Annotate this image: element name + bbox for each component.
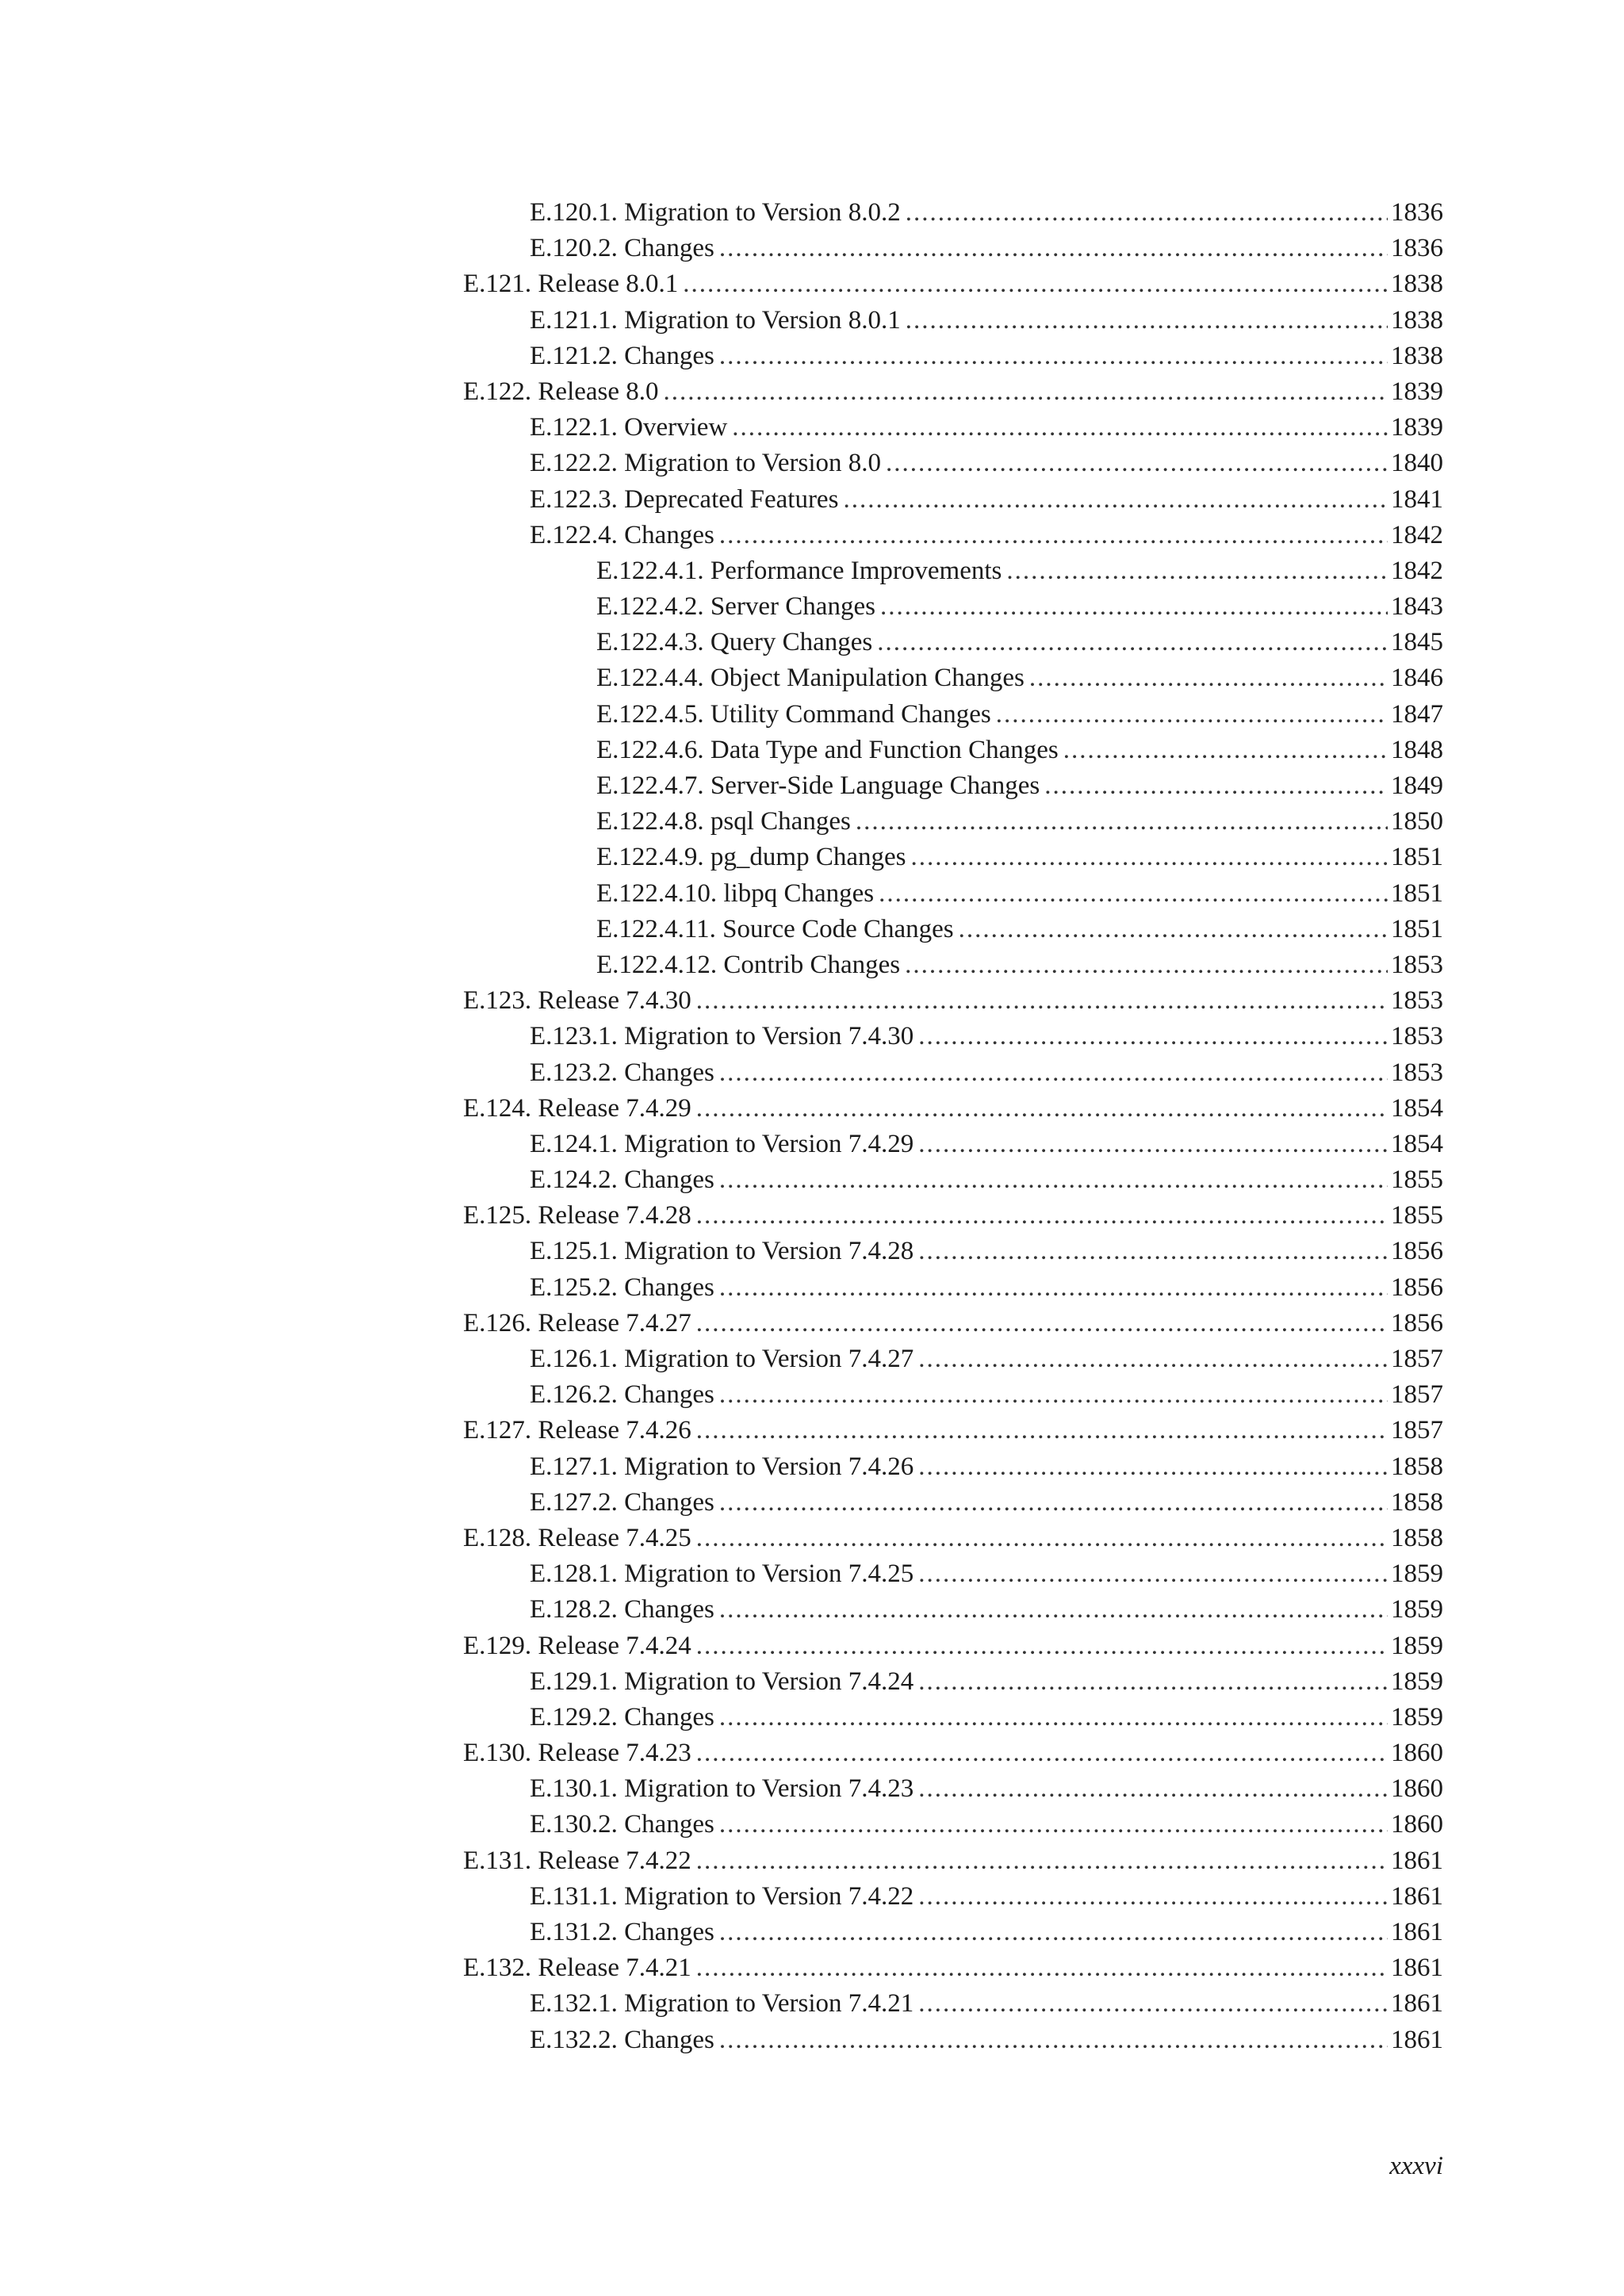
dot-leader xyxy=(877,625,1388,660)
toc-entry[interactable] xyxy=(463,983,1443,1019)
toc-entry-title: E.122.4.6. Data Type and Function Changes xyxy=(596,735,1059,764)
toc-entry-title: E.126. Release 7.4.27 xyxy=(463,1308,691,1337)
dot-leader xyxy=(918,1771,1388,1807)
toc-entry-page: 1858 xyxy=(1391,1523,1443,1552)
toc-entry-page: 1840 xyxy=(1391,449,1443,478)
toc-entry[interactable] xyxy=(463,1592,1443,1628)
dot-leader xyxy=(696,1521,1388,1556)
toc-entry[interactable] xyxy=(463,1127,1443,1162)
toc-entry-title: E.122.4.12. Contrib Changes xyxy=(596,950,901,979)
toc-entry[interactable] xyxy=(463,1413,1443,1448)
toc-entry-page: 1843 xyxy=(1391,592,1443,622)
toc-entry-title: E.122.4.7. Server-Side Language Changes xyxy=(596,771,1040,800)
toc-entry[interactable] xyxy=(463,1986,1443,2022)
toc-entry-title: E.131.1. Migration to Version 7.4.22 xyxy=(530,1881,914,1911)
dot-leader xyxy=(959,912,1388,947)
toc-entry[interactable] xyxy=(463,1306,1443,1341)
dot-leader xyxy=(918,1449,1388,1485)
dot-leader xyxy=(719,1162,1388,1198)
toc-entry[interactable] xyxy=(463,947,1443,983)
toc-entry-page: 1859 xyxy=(1391,1631,1443,1660)
toc-entry[interactable] xyxy=(463,1700,1443,1735)
toc-entry[interactable] xyxy=(463,768,1443,804)
toc-entry-title: E.128. Release 7.4.25 xyxy=(463,1523,691,1552)
toc-entry-page: 1857 xyxy=(1391,1380,1443,1410)
toc-entry[interactable] xyxy=(463,374,1443,410)
toc-entry-page: 1838 xyxy=(1391,270,1443,299)
toc-entry-title: E.124.1. Migration to Version 7.4.29 xyxy=(530,1129,914,1158)
toc-entry-title: E.122.4.5. Utility Command Changes xyxy=(596,699,991,729)
toc-entry[interactable] xyxy=(463,1807,1443,1843)
dot-leader xyxy=(905,947,1388,983)
dot-leader xyxy=(1044,768,1388,804)
dot-leader xyxy=(719,1807,1388,1843)
toc-entry[interactable] xyxy=(463,876,1443,912)
toc-entry-title: E.126.2. Changes xyxy=(530,1380,714,1410)
dot-leader xyxy=(918,1234,1388,1269)
toc-entry-page: 1851 xyxy=(1391,843,1443,872)
toc-entry-title: E.128.1. Migration to Version 7.4.25 xyxy=(530,1559,914,1589)
toc-entry-page: 1858 xyxy=(1391,1452,1443,1481)
dot-leader xyxy=(918,1986,1388,2022)
toc-entry-title: E.122.4. Changes xyxy=(530,520,714,549)
toc-entry-title: E.122.4.11. Source Code Changes xyxy=(596,914,954,943)
dot-leader xyxy=(683,266,1388,302)
dot-leader xyxy=(906,303,1388,339)
dot-leader xyxy=(696,1950,1388,1986)
page-number: xxxvi xyxy=(1389,2152,1443,2180)
toc-entry-page: 1861 xyxy=(1391,1881,1443,1911)
toc-entry-page: 1859 xyxy=(1391,1702,1443,1732)
toc-entry-title: E.122.4.10. libpq Changes xyxy=(596,878,875,908)
toc-entry-page: 1836 xyxy=(1391,198,1443,227)
toc-entry[interactable] xyxy=(463,518,1443,553)
dot-leader xyxy=(696,1843,1388,1879)
toc-entry-title: E.122.4.9. pg_dump Changes xyxy=(596,843,906,872)
toc-entry-title: E.122.4.4. Object Manipulation Changes xyxy=(596,664,1025,693)
toc-entry[interactable] xyxy=(463,1521,1443,1556)
dot-leader xyxy=(996,697,1388,733)
dot-leader xyxy=(719,231,1388,266)
toc-entry[interactable] xyxy=(463,1664,1443,1700)
toc-entry[interactable] xyxy=(463,1950,1443,1986)
dot-leader xyxy=(856,804,1388,840)
toc-entry-title: E.130.2. Changes xyxy=(530,1810,714,1839)
toc-entry-page: 1860 xyxy=(1391,1739,1443,1768)
toc-entry-title: E.123.1. Migration to Version 7.4.30 xyxy=(530,1022,914,1051)
toc-entry[interactable] xyxy=(463,1771,1443,1807)
toc-entry[interactable] xyxy=(463,1234,1443,1269)
dot-leader xyxy=(719,339,1388,374)
dot-leader xyxy=(719,1055,1388,1091)
toc-entry-title: E.122.4.8. psql Changes xyxy=(596,807,851,836)
toc-entry-title: E.122.4.3. Query Changes xyxy=(596,628,873,657)
dot-leader xyxy=(918,1556,1388,1592)
toc-entry-page: 1861 xyxy=(1391,1954,1443,1983)
toc-entry-page: 1850 xyxy=(1391,807,1443,836)
toc-entry-page: 1854 xyxy=(1391,1129,1443,1158)
dot-leader xyxy=(918,1341,1388,1377)
toc-entry-title: E.130.1. Migration to Version 7.4.23 xyxy=(530,1774,914,1804)
toc-entry-page: 1849 xyxy=(1391,771,1443,800)
toc-entry[interactable] xyxy=(463,1341,1443,1377)
toc-entry[interactable] xyxy=(463,553,1443,589)
toc-entry-title: E.125.2. Changes xyxy=(530,1272,714,1302)
dot-leader xyxy=(886,446,1388,481)
dot-leader xyxy=(719,1377,1388,1413)
toc-entry-title: E.121.1. Migration to Version 8.0.1 xyxy=(530,305,901,335)
dot-leader xyxy=(696,1628,1388,1664)
toc-entry-page: 1856 xyxy=(1391,1272,1443,1302)
dot-leader xyxy=(918,1127,1388,1162)
toc-entry-page: 1859 xyxy=(1391,1595,1443,1624)
toc-entry[interactable] xyxy=(463,1485,1443,1521)
toc-entry-page: 1853 xyxy=(1391,950,1443,979)
toc-entry-page: 1859 xyxy=(1391,1667,1443,1696)
toc-entry[interactable] xyxy=(463,1162,1443,1198)
toc-entry-page: 1856 xyxy=(1391,1237,1443,1266)
toc-entry[interactable] xyxy=(463,482,1443,518)
toc-entry-title: E.122.4.2. Server Changes xyxy=(596,592,875,622)
toc-entry-page: 1859 xyxy=(1391,1559,1443,1589)
toc-entry[interactable] xyxy=(463,195,1443,231)
toc-entry-title: E.124. Release 7.4.29 xyxy=(463,1093,691,1123)
toc-entry-page: 1855 xyxy=(1391,1201,1443,1230)
dot-leader xyxy=(696,983,1388,1019)
toc-entry-title: E.131.2. Changes xyxy=(530,1918,714,1946)
toc-entry-page: 1861 xyxy=(1391,1918,1443,1946)
toc-entry-title: E.130. Release 7.4.23 xyxy=(463,1739,691,1768)
toc-entry-title: E.132.2. Changes xyxy=(530,2025,714,2054)
toc-entry[interactable] xyxy=(463,1019,1443,1054)
toc-entry-page: 1838 xyxy=(1391,305,1443,335)
toc-entry-page: 1853 xyxy=(1391,1022,1443,1051)
dot-leader xyxy=(910,840,1388,875)
toc-entry-title: E.122.3. Deprecated Features xyxy=(530,484,839,514)
toc-entry-page: 1851 xyxy=(1391,878,1443,908)
toc-entry[interactable] xyxy=(463,1055,1443,1091)
toc-entry-page: 1853 xyxy=(1391,1058,1443,1087)
toc-entry[interactable] xyxy=(463,1879,1443,1915)
toc-entry[interactable] xyxy=(463,446,1443,481)
toc-entry-page: 1846 xyxy=(1391,664,1443,693)
dot-leader xyxy=(918,1879,1388,1915)
toc-entry-title: E.127.1. Migration to Version 7.4.26 xyxy=(530,1452,914,1481)
toc-entry-title: E.125. Release 7.4.28 xyxy=(463,1201,691,1230)
toc-entry-title: E.132.1. Migration to Version 7.4.21 xyxy=(530,1989,914,2019)
dot-leader xyxy=(918,1664,1388,1700)
toc-entry-page: 1842 xyxy=(1391,556,1443,585)
toc-entry[interactable] xyxy=(463,840,1443,875)
dot-leader xyxy=(664,374,1388,410)
dot-leader xyxy=(696,1735,1388,1771)
toc-entry[interactable] xyxy=(463,912,1443,947)
toc-entry-title: E.129.1. Migration to Version 7.4.24 xyxy=(530,1667,914,1696)
toc-entry[interactable] xyxy=(463,266,1443,302)
toc-entry-title: E.128.2. Changes xyxy=(530,1595,714,1624)
toc-entry-title: E.123.2. Changes xyxy=(530,1058,714,1087)
toc-entry-page: 1845 xyxy=(1391,628,1443,657)
dot-leader xyxy=(1029,660,1388,696)
toc-entry[interactable] xyxy=(463,1198,1443,1234)
dot-leader xyxy=(719,2022,1388,2058)
toc-entry-title: E.131. Release 7.4.22 xyxy=(463,1846,691,1875)
dot-leader xyxy=(843,482,1388,518)
toc-entry-title: E.122. Release 8.0 xyxy=(463,377,659,406)
toc-entry-title: E.124.2. Changes xyxy=(530,1165,714,1195)
toc-entry[interactable] xyxy=(463,410,1443,446)
toc-entry-title: E.132. Release 7.4.21 xyxy=(463,1954,691,1983)
toc-entry-title: E.121. Release 8.0.1 xyxy=(463,270,679,299)
dot-leader xyxy=(918,1019,1388,1054)
toc-entry[interactable] xyxy=(463,339,1443,374)
toc-entry-page: 1847 xyxy=(1391,699,1443,729)
toc-entry-title: E.123. Release 7.4.30 xyxy=(463,986,691,1016)
dot-leader xyxy=(719,1485,1388,1521)
toc-entry-title: E.121.2. Changes xyxy=(530,341,714,370)
dot-leader xyxy=(1006,553,1388,589)
toc-entry-title: E.127.2. Changes xyxy=(530,1487,714,1517)
toc-entry-page: 1841 xyxy=(1391,484,1443,514)
toc-entry[interactable] xyxy=(463,1270,1443,1306)
toc-entry-page: 1842 xyxy=(1391,520,1443,549)
toc-entry-page: 1839 xyxy=(1391,377,1443,406)
dot-leader xyxy=(719,518,1388,553)
toc-entry-title: E.120.2. Changes xyxy=(530,234,714,263)
toc-entry-page: 1836 xyxy=(1391,234,1443,263)
dot-leader xyxy=(880,589,1388,625)
toc-entry[interactable] xyxy=(463,589,1443,625)
toc-entry-page: 1858 xyxy=(1391,1487,1443,1517)
toc-entry[interactable] xyxy=(463,1556,1443,1592)
dot-leader xyxy=(906,195,1388,231)
toc-entry-title: E.120.1. Migration to Version 8.0.2 xyxy=(530,198,901,227)
dot-leader xyxy=(879,876,1388,912)
toc-entry[interactable] xyxy=(463,1091,1443,1127)
toc-entry-page: 1856 xyxy=(1391,1308,1443,1337)
toc-entry[interactable] xyxy=(463,1628,1443,1664)
toc-entry-title: E.125.1. Migration to Version 7.4.28 xyxy=(530,1237,914,1266)
dot-leader xyxy=(696,1306,1388,1341)
toc-entry-page: 1860 xyxy=(1391,1810,1443,1839)
dot-leader xyxy=(696,1091,1388,1127)
toc-entry-page: 1851 xyxy=(1391,914,1443,943)
toc-entry-page: 1861 xyxy=(1391,1989,1443,2019)
toc-entry-title: E.122.4.1. Performance Improvements xyxy=(596,556,1002,585)
dot-leader xyxy=(719,1592,1388,1628)
toc-entry-page: 1848 xyxy=(1391,735,1443,764)
toc-entry-page: 1861 xyxy=(1391,2025,1443,2054)
toc-entry-page: 1838 xyxy=(1391,341,1443,370)
dot-leader xyxy=(696,1413,1388,1448)
toc-entry[interactable] xyxy=(463,231,1443,266)
toc-entry-title: E.127. Release 7.4.26 xyxy=(463,1416,691,1445)
dot-leader xyxy=(719,1270,1388,1306)
toc-entry-page: 1855 xyxy=(1391,1165,1443,1195)
toc-entry[interactable] xyxy=(463,733,1443,768)
toc-entry-page: 1857 xyxy=(1391,1345,1443,1373)
toc-entry-page: 1853 xyxy=(1391,986,1443,1016)
toc-entry[interactable] xyxy=(463,1735,1443,1771)
dot-leader xyxy=(719,1700,1388,1735)
toc-entry-title: E.129.2. Changes xyxy=(530,1702,714,1732)
dot-leader xyxy=(732,410,1388,446)
toc-entry[interactable] xyxy=(463,1915,1443,1950)
table-of-contents xyxy=(463,195,1443,2058)
toc-entry-title: E.122.1. Overview xyxy=(530,413,728,442)
toc-entry[interactable] xyxy=(463,1843,1443,1879)
toc-entry[interactable] xyxy=(463,2022,1443,2058)
toc-entry[interactable] xyxy=(463,697,1443,733)
toc-entry[interactable] xyxy=(463,804,1443,840)
toc-entry-page: 1860 xyxy=(1391,1774,1443,1804)
toc-entry-page: 1839 xyxy=(1391,413,1443,442)
dot-leader xyxy=(696,1198,1388,1234)
toc-entry-title: E.122.2. Migration to Version 8.0 xyxy=(530,449,882,478)
dot-leader xyxy=(1063,733,1388,768)
toc-entry[interactable] xyxy=(463,1377,1443,1413)
toc-entry[interactable] xyxy=(463,303,1443,339)
dot-leader xyxy=(719,1915,1388,1950)
toc-entry[interactable] xyxy=(463,660,1443,696)
toc-entry[interactable] xyxy=(463,1449,1443,1485)
toc-entry-page: 1854 xyxy=(1391,1093,1443,1123)
toc-entry-title: E.126.1. Migration to Version 7.4.27 xyxy=(530,1345,914,1373)
toc-entry-page: 1861 xyxy=(1391,1846,1443,1875)
toc-entry-title: E.129. Release 7.4.24 xyxy=(463,1631,691,1660)
toc-entry-page: 1857 xyxy=(1391,1416,1443,1445)
toc-entry[interactable] xyxy=(463,625,1443,660)
